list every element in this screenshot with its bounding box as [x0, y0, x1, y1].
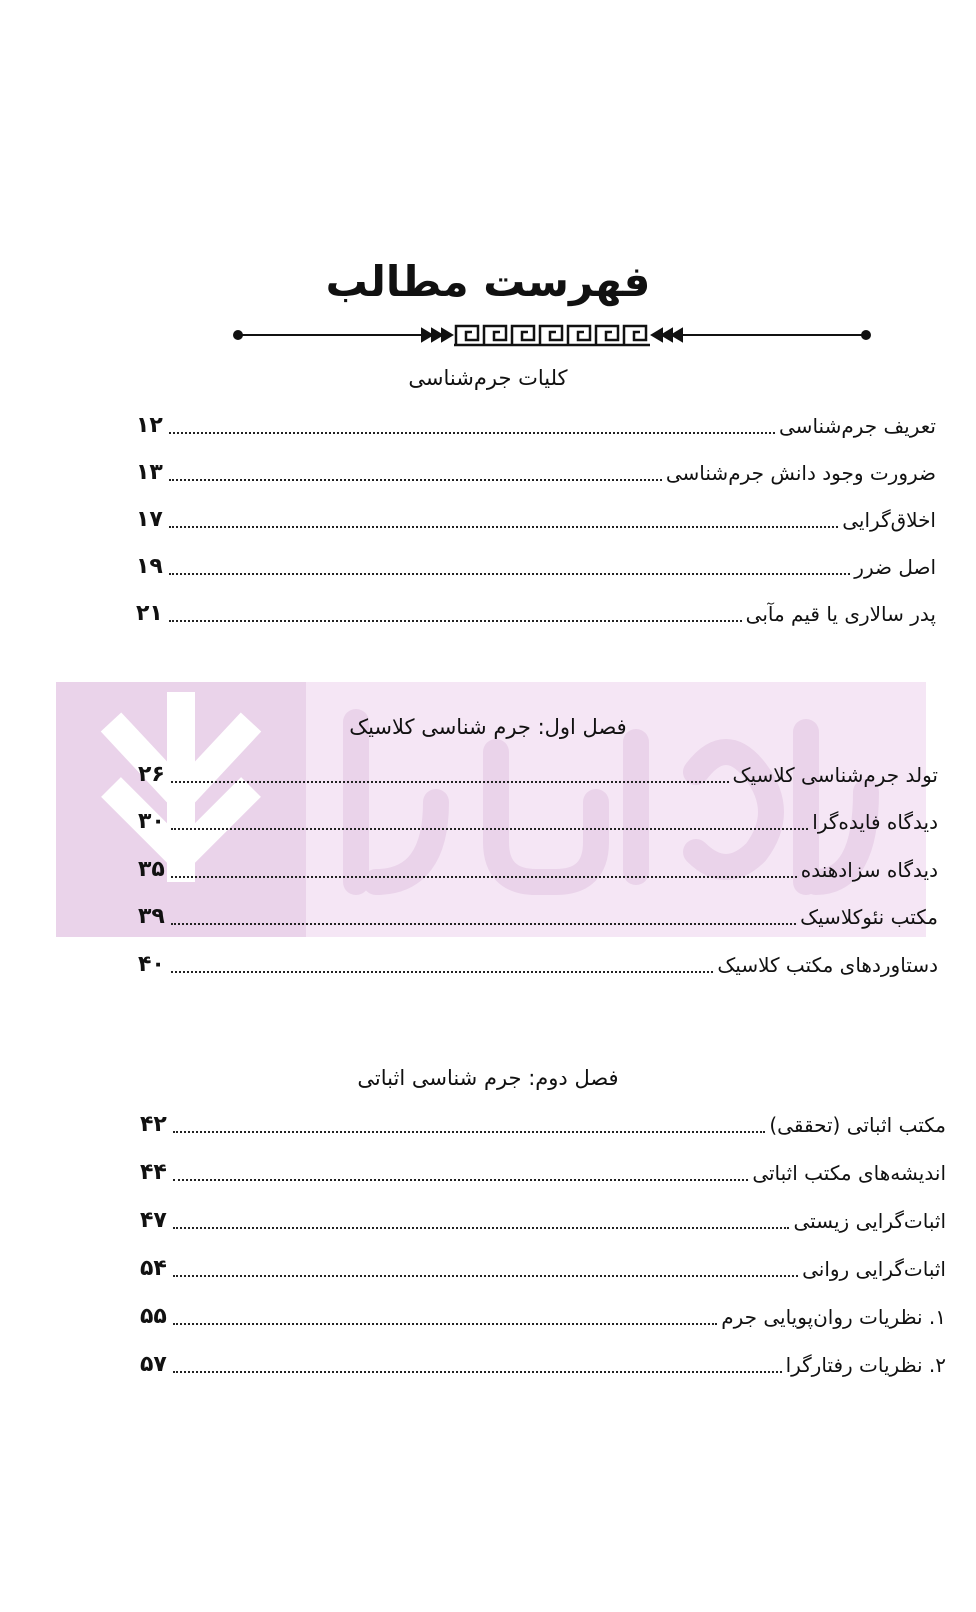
- toc-entry-page-number: ۳۰: [138, 809, 165, 834]
- toc-entry[interactable]: [138, 852, 938, 884]
- toc-entry[interactable]: [138, 804, 938, 836]
- toc-entry-page-number: ۲۶: [138, 762, 165, 787]
- toc-entry[interactable]: [138, 757, 938, 789]
- toc-entry-label: ۱. نظریات روان‌پویایی جرم: [721, 1305, 946, 1329]
- toc-entry-label: اثبات‌گرایی روانی: [802, 1257, 946, 1281]
- toc-entry-label: اخلاق‌گرایی: [842, 508, 936, 532]
- toc-entry[interactable]: [138, 947, 938, 979]
- toc-entry-label: دیدگاه فایده‌گرا: [812, 810, 938, 834]
- toc-entry-page-number: ۵۷: [140, 1352, 167, 1377]
- toc-entry-label: پدر سالاری یا قیم مآبی: [745, 602, 936, 626]
- toc-entry-page-number: ۱۷: [136, 507, 163, 532]
- dot-leader: [171, 923, 796, 925]
- title-ornament-divider: [232, 320, 872, 350]
- toc-entry-page-number: ۴۲: [140, 1112, 167, 1137]
- dot-leader: [171, 971, 714, 973]
- dot-leader: [173, 1371, 782, 1373]
- section-heading-chapter-1: فصل اول: جرم شناسی کلاسیک: [349, 715, 627, 739]
- toc-entry-label: دستاوردهای مکتب کلاسیک: [717, 953, 938, 977]
- toc-entry-page-number: ۴۰: [138, 952, 165, 977]
- toc-entry-label: اندیشه‌های مکتب اثباتی: [752, 1161, 946, 1185]
- toc-entry-page-number: ۵۵: [140, 1304, 167, 1329]
- toc-entry[interactable]: [140, 1299, 946, 1331]
- toc-entry[interactable]: [138, 899, 938, 931]
- dot-leader: [169, 526, 838, 528]
- toc-entry-page-number: ۳۹: [138, 904, 165, 929]
- dot-leader: [169, 573, 850, 575]
- toc-entry[interactable]: [140, 1251, 946, 1283]
- toc-entry-label: مکتب اثباتی (تحققی): [769, 1113, 946, 1137]
- toc-entry-label: ضرورت وجود دانش جرم‌شناسی: [665, 461, 936, 485]
- toc-entry-page-number: ۲۱: [136, 601, 163, 626]
- toc-entry[interactable]: [136, 455, 936, 487]
- toc-entry[interactable]: [140, 1155, 946, 1187]
- dot-leader: [173, 1227, 790, 1229]
- toc-entry-label: دیدگاه سزادهنده: [800, 858, 938, 882]
- toc-entry-label: تولد جرم‌شناسی کلاسیک: [732, 763, 938, 787]
- toc-entry-label: اثبات‌گرایی زیستی: [793, 1209, 946, 1233]
- dot-leader: [169, 432, 775, 434]
- toc-entry-page-number: ۱۲: [136, 413, 163, 438]
- toc-entry-page-number: ۴۷: [140, 1208, 167, 1233]
- dot-leader: [171, 781, 729, 783]
- dot-leader: [173, 1323, 717, 1325]
- toc-entry[interactable]: [136, 408, 936, 440]
- toc-entry[interactable]: [136, 549, 936, 581]
- dot-leader: [171, 828, 808, 830]
- toc-entry-label: تعریف جرم‌شناسی: [779, 414, 936, 438]
- section-heading-chapter-2: فصل دوم: جرم شناسی اثباتی: [357, 1066, 619, 1090]
- toc-title: فهرست مطالب: [325, 257, 651, 306]
- toc-entry-page-number: ۳۵: [138, 857, 165, 882]
- toc-entry[interactable]: [136, 502, 936, 534]
- dot-leader: [173, 1275, 798, 1277]
- toc-entry[interactable]: [136, 596, 936, 628]
- dot-leader: [169, 479, 662, 481]
- dot-leader: [173, 1131, 766, 1133]
- toc-entry[interactable]: [140, 1107, 946, 1139]
- dot-leader: [173, 1179, 748, 1181]
- toc-entry-label: مکتب نئوکلاسیک: [800, 905, 938, 929]
- dot-leader: [171, 876, 797, 878]
- toc-entry[interactable]: [140, 1203, 946, 1235]
- toc-entry[interactable]: [140, 1347, 946, 1379]
- toc-entry-page-number: ۱۹: [136, 554, 163, 579]
- dot-leader: [169, 620, 742, 622]
- section-heading-generalities: کلیات جرم‌شناسی: [408, 366, 568, 390]
- toc-entry-label: ۲. نظریات رفتارگرا: [785, 1353, 946, 1377]
- toc-entry-page-number: ۵۴: [140, 1256, 167, 1281]
- toc-entry-page-number: ۴۴: [140, 1160, 167, 1185]
- toc-entry-page-number: ۱۳: [136, 460, 163, 485]
- toc-entry-label: اصل ضرر: [854, 555, 936, 579]
